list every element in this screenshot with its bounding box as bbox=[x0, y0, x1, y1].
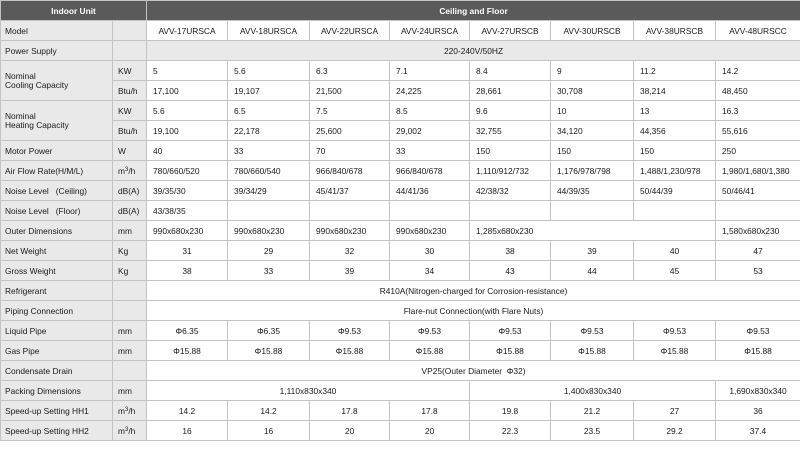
value-cell: 39/34/29 bbox=[228, 181, 310, 201]
value-cell: 21.2 bbox=[551, 401, 634, 421]
value-cell: 34,120 bbox=[551, 121, 634, 141]
value-cell: 44/41/36 bbox=[390, 181, 470, 201]
unit-cell bbox=[113, 401, 147, 421]
empty-cell bbox=[716, 201, 800, 221]
value-cell: 6.3 bbox=[310, 61, 390, 81]
empty-cell bbox=[634, 201, 716, 221]
label-line: Heating Capacity bbox=[5, 119, 69, 130]
unit-cell: W bbox=[113, 141, 147, 161]
value-cell: 11.2 bbox=[634, 61, 716, 81]
value-cell: 39 bbox=[551, 241, 634, 261]
value-cell: 17.8 bbox=[390, 401, 470, 421]
model-cell: AVV-24URSCA bbox=[390, 21, 470, 41]
value-cell: Φ15.88 bbox=[634, 341, 716, 361]
unit-tail: /h bbox=[128, 165, 136, 176]
value-cell: 5.6 bbox=[147, 101, 228, 121]
model-cell: AVV-48URSCC bbox=[716, 21, 800, 41]
value-cell: 38 bbox=[147, 261, 228, 281]
value-cell: 47 bbox=[716, 241, 800, 261]
value-cell: Φ9.53 bbox=[310, 321, 390, 341]
empty-cell bbox=[310, 201, 390, 221]
value-cell: 39 bbox=[310, 261, 390, 281]
value-cell: 966/840/678 bbox=[390, 161, 470, 181]
row-label: Power Supply bbox=[1, 41, 113, 61]
value-cell: 29,002 bbox=[390, 121, 470, 141]
condensate-value: VP25(Outer Diameter Φ32) bbox=[147, 361, 800, 381]
row-label: Speed-up Setting HH1 bbox=[1, 401, 113, 421]
value-cell: 780/660/540 bbox=[228, 161, 310, 181]
unit-cell: dB(A) bbox=[113, 201, 147, 221]
unit-cell: mm bbox=[113, 341, 147, 361]
value-cell: 28,661 bbox=[470, 81, 551, 101]
value-cell: 14.2 bbox=[716, 61, 800, 81]
value-cell: 5.6 bbox=[228, 61, 310, 81]
value-cell: 43/38/35 bbox=[147, 201, 228, 221]
value-cell: 45 bbox=[634, 261, 716, 281]
value-cell: 44/39/35 bbox=[551, 181, 634, 201]
value-cell: 40 bbox=[634, 241, 716, 261]
value-cell: 14.2 bbox=[228, 401, 310, 421]
row-label: Gas Pipe bbox=[1, 341, 113, 361]
value-cell: 16.3 bbox=[716, 101, 800, 121]
unit-tail: /h bbox=[128, 425, 136, 436]
label-line: Cooling Capacity bbox=[5, 79, 69, 90]
unit-cell: Kg bbox=[113, 261, 147, 281]
unit-base: m bbox=[118, 405, 125, 416]
value-cell: 780/660/520 bbox=[147, 161, 228, 181]
value-cell: 10 bbox=[551, 101, 634, 121]
value-cell: 50/44/39 bbox=[634, 181, 716, 201]
unit-cell: Btu/h bbox=[113, 121, 147, 141]
value-cell: 38,214 bbox=[634, 81, 716, 101]
row-label: Speed-up Setting HH2 bbox=[1, 421, 113, 441]
indoor-unit-header: Indoor Unit bbox=[1, 1, 147, 21]
cooling-kw-row bbox=[1, 61, 800, 81]
model-cell: AVV-30URSCB bbox=[551, 21, 634, 41]
value-cell: 1,488/1,230/978 bbox=[634, 161, 716, 181]
value-cell: 21,500 bbox=[310, 81, 390, 101]
model-cell: AVV-38URSCB bbox=[634, 21, 716, 41]
value-cell: Φ15.88 bbox=[551, 341, 634, 361]
row-label: Packing Dimensions bbox=[1, 381, 113, 401]
value-cell: 31 bbox=[147, 241, 228, 261]
unit-cell bbox=[113, 301, 147, 321]
air-flow-row bbox=[1, 161, 800, 181]
value-cell: 39/35/30 bbox=[147, 181, 228, 201]
value-cell: 29 bbox=[228, 241, 310, 261]
unit-tail: /h bbox=[128, 405, 136, 416]
value-cell: 1,110x830x340 bbox=[147, 381, 470, 401]
value-cell: 16 bbox=[147, 421, 228, 441]
value-cell: 1,980/1,680/1,380 bbox=[716, 161, 800, 181]
piping-row bbox=[1, 301, 800, 321]
empty-cell bbox=[228, 201, 310, 221]
value-cell: 23.5 bbox=[551, 421, 634, 441]
row-label: Noise Level (Ceiling) bbox=[1, 181, 113, 201]
model-cell: AVV-22URSCA bbox=[310, 21, 390, 41]
value-cell: 20 bbox=[390, 421, 470, 441]
condensate-row bbox=[1, 361, 800, 381]
value-cell: 1,110/912/732 bbox=[470, 161, 551, 181]
unit-cell: mm bbox=[113, 321, 147, 341]
row-label: Gross Weight bbox=[1, 261, 113, 281]
value-cell: 44,356 bbox=[634, 121, 716, 141]
row-label: Motor Power bbox=[1, 141, 113, 161]
value-cell: 6.5 bbox=[228, 101, 310, 121]
value-cell: 25,600 bbox=[310, 121, 390, 141]
value-cell: Φ9.53 bbox=[470, 321, 551, 341]
value-cell: 17.8 bbox=[310, 401, 390, 421]
value-cell: 33 bbox=[228, 261, 310, 281]
value-cell: 34 bbox=[390, 261, 470, 281]
unit-cell bbox=[113, 21, 147, 41]
unit-cell bbox=[113, 161, 147, 181]
refrigerant-value: R410A(Nitrogen-charged for Corrosion-resistance) bbox=[147, 281, 800, 301]
value-cell: 16 bbox=[228, 421, 310, 441]
value-cell: 32 bbox=[310, 241, 390, 261]
hh2-row bbox=[1, 421, 800, 441]
value-cell: 9.6 bbox=[470, 101, 551, 121]
row-label: Refrigerant bbox=[1, 281, 113, 301]
gas-pipe-row bbox=[1, 341, 800, 361]
outer-dimensions-row bbox=[1, 221, 800, 241]
value-cell: 43 bbox=[470, 261, 551, 281]
unit-cell: KW bbox=[113, 101, 147, 121]
empty-cell bbox=[470, 201, 551, 221]
value-cell: 19,107 bbox=[228, 81, 310, 101]
unit-cell: KW bbox=[113, 61, 147, 81]
power-supply-value: 220-240V/50HZ bbox=[147, 41, 800, 61]
value-cell: Φ6.35 bbox=[228, 321, 310, 341]
value-cell: 250 bbox=[716, 141, 800, 161]
unit-cell: mm bbox=[113, 221, 147, 241]
value-cell: 1,285x680x230 bbox=[470, 221, 716, 241]
unit-superscript: 3 bbox=[124, 406, 129, 413]
value-cell: 150 bbox=[551, 141, 634, 161]
refrigerant-row bbox=[1, 281, 800, 301]
model-cell: AVV-18URSCA bbox=[228, 21, 310, 41]
value-cell: 20 bbox=[310, 421, 390, 441]
value-cell: 33 bbox=[228, 141, 310, 161]
value-cell: 42/38/32 bbox=[470, 181, 551, 201]
unit-cell bbox=[113, 41, 147, 61]
model-row bbox=[1, 21, 800, 41]
value-cell: 9 bbox=[551, 61, 634, 81]
unit-cell: Btu/h bbox=[113, 81, 147, 101]
row-label: Model bbox=[1, 21, 113, 41]
unit-cell: dB(A) bbox=[113, 181, 147, 201]
value-cell: Φ6.35 bbox=[147, 321, 228, 341]
value-cell: 19.8 bbox=[470, 401, 551, 421]
cooling-capacity-label bbox=[1, 61, 113, 101]
model-cell: AVV-27URSCB bbox=[470, 21, 551, 41]
value-cell: 990x680x230 bbox=[390, 221, 470, 241]
value-cell: 27 bbox=[634, 401, 716, 421]
model-cell: AVV-17URSCA bbox=[147, 21, 228, 41]
row-label: Condensate Drain bbox=[1, 361, 113, 381]
value-cell: Φ9.53 bbox=[716, 321, 800, 341]
value-cell: 37.4 bbox=[716, 421, 800, 441]
unit-superscript: 3 bbox=[124, 166, 129, 173]
net-weight-row bbox=[1, 241, 800, 261]
value-cell: 7.1 bbox=[390, 61, 470, 81]
unit-base: m bbox=[118, 165, 125, 176]
value-cell: 50/46/41 bbox=[716, 181, 800, 201]
value-cell: Φ15.88 bbox=[470, 341, 551, 361]
value-cell: Φ15.88 bbox=[390, 341, 470, 361]
value-cell: 8.5 bbox=[390, 101, 470, 121]
value-cell: 990x680x230 bbox=[228, 221, 310, 241]
heating-btu-row bbox=[1, 121, 800, 141]
value-cell: 1,580x680x230 bbox=[716, 221, 800, 241]
value-cell: 22,178 bbox=[228, 121, 310, 141]
row-label: Outer Dimensions bbox=[1, 221, 113, 241]
row-label: Noise Level (Floor) bbox=[1, 201, 113, 221]
row-label: Piping Connection bbox=[1, 301, 113, 321]
value-cell: 19,100 bbox=[147, 121, 228, 141]
unit-cell: Kg bbox=[113, 241, 147, 261]
value-cell: 40 bbox=[147, 141, 228, 161]
row-label: Net Weight bbox=[1, 241, 113, 261]
unit-cell bbox=[113, 281, 147, 301]
value-cell: 30 bbox=[390, 241, 470, 261]
packing-row bbox=[1, 381, 800, 401]
piping-value: Flare-nut Connection(with Flare Nuts) bbox=[147, 301, 800, 321]
noise-ceiling-row bbox=[1, 181, 800, 201]
label-line: Nominal bbox=[5, 110, 36, 121]
cooling-btu-row bbox=[1, 81, 800, 101]
noise-floor-row bbox=[1, 201, 800, 221]
label-line: Nominal bbox=[5, 70, 36, 81]
value-cell: 13 bbox=[634, 101, 716, 121]
value-cell: 990x680x230 bbox=[147, 221, 228, 241]
value-cell: 1,176/978/798 bbox=[551, 161, 634, 181]
value-cell: 53 bbox=[716, 261, 800, 281]
value-cell: 7.5 bbox=[310, 101, 390, 121]
motor-power-row bbox=[1, 141, 800, 161]
unit-superscript: 3 bbox=[124, 426, 129, 433]
unit-cell bbox=[113, 361, 147, 381]
value-cell: Φ9.53 bbox=[551, 321, 634, 341]
empty-cell bbox=[551, 201, 634, 221]
empty-cell bbox=[390, 201, 470, 221]
value-cell: 150 bbox=[470, 141, 551, 161]
value-cell: 8.4 bbox=[470, 61, 551, 81]
row-label: Liquid Pipe bbox=[1, 321, 113, 341]
unit-cell: mm bbox=[113, 381, 147, 401]
value-cell: 44 bbox=[551, 261, 634, 281]
value-cell: 150 bbox=[634, 141, 716, 161]
unit-base: m bbox=[118, 425, 125, 436]
heating-kw-row bbox=[1, 101, 800, 121]
value-cell: 29.2 bbox=[634, 421, 716, 441]
value-cell: 990x680x230 bbox=[310, 221, 390, 241]
value-cell: Φ15.88 bbox=[147, 341, 228, 361]
unit-cell bbox=[113, 421, 147, 441]
ceiling-floor-header: Ceiling and Floor bbox=[147, 1, 800, 21]
value-cell: 1,690x830x340 bbox=[716, 381, 800, 401]
value-cell: 55,616 bbox=[716, 121, 800, 141]
value-cell: 17,100 bbox=[147, 81, 228, 101]
value-cell: 45/41/37 bbox=[310, 181, 390, 201]
value-cell: 32,755 bbox=[470, 121, 551, 141]
value-cell: 33 bbox=[390, 141, 470, 161]
value-cell: 36 bbox=[716, 401, 800, 421]
value-cell: 48,450 bbox=[716, 81, 800, 101]
value-cell: 24,225 bbox=[390, 81, 470, 101]
value-cell: 966/840/678 bbox=[310, 161, 390, 181]
heating-capacity-label bbox=[1, 101, 113, 141]
value-cell: Φ15.88 bbox=[310, 341, 390, 361]
gross-weight-row bbox=[1, 261, 800, 281]
header-row bbox=[1, 1, 800, 21]
value-cell: Φ15.88 bbox=[716, 341, 800, 361]
value-cell: 70 bbox=[310, 141, 390, 161]
value-cell: Φ9.53 bbox=[634, 321, 716, 341]
liquid-pipe-row bbox=[1, 321, 800, 341]
value-cell: Φ9.53 bbox=[390, 321, 470, 341]
value-cell: 14.2 bbox=[147, 401, 228, 421]
power-supply-row bbox=[1, 41, 800, 61]
value-cell: 22.3 bbox=[470, 421, 551, 441]
value-cell: Φ15.88 bbox=[228, 341, 310, 361]
value-cell: 5 bbox=[147, 61, 228, 81]
hh1-row bbox=[1, 401, 800, 421]
value-cell: 30,708 bbox=[551, 81, 634, 101]
value-cell: 1,400x830x340 bbox=[470, 381, 716, 401]
row-label: Air Flow Rate(H/M/L) bbox=[1, 161, 113, 181]
value-cell: 38 bbox=[470, 241, 551, 261]
